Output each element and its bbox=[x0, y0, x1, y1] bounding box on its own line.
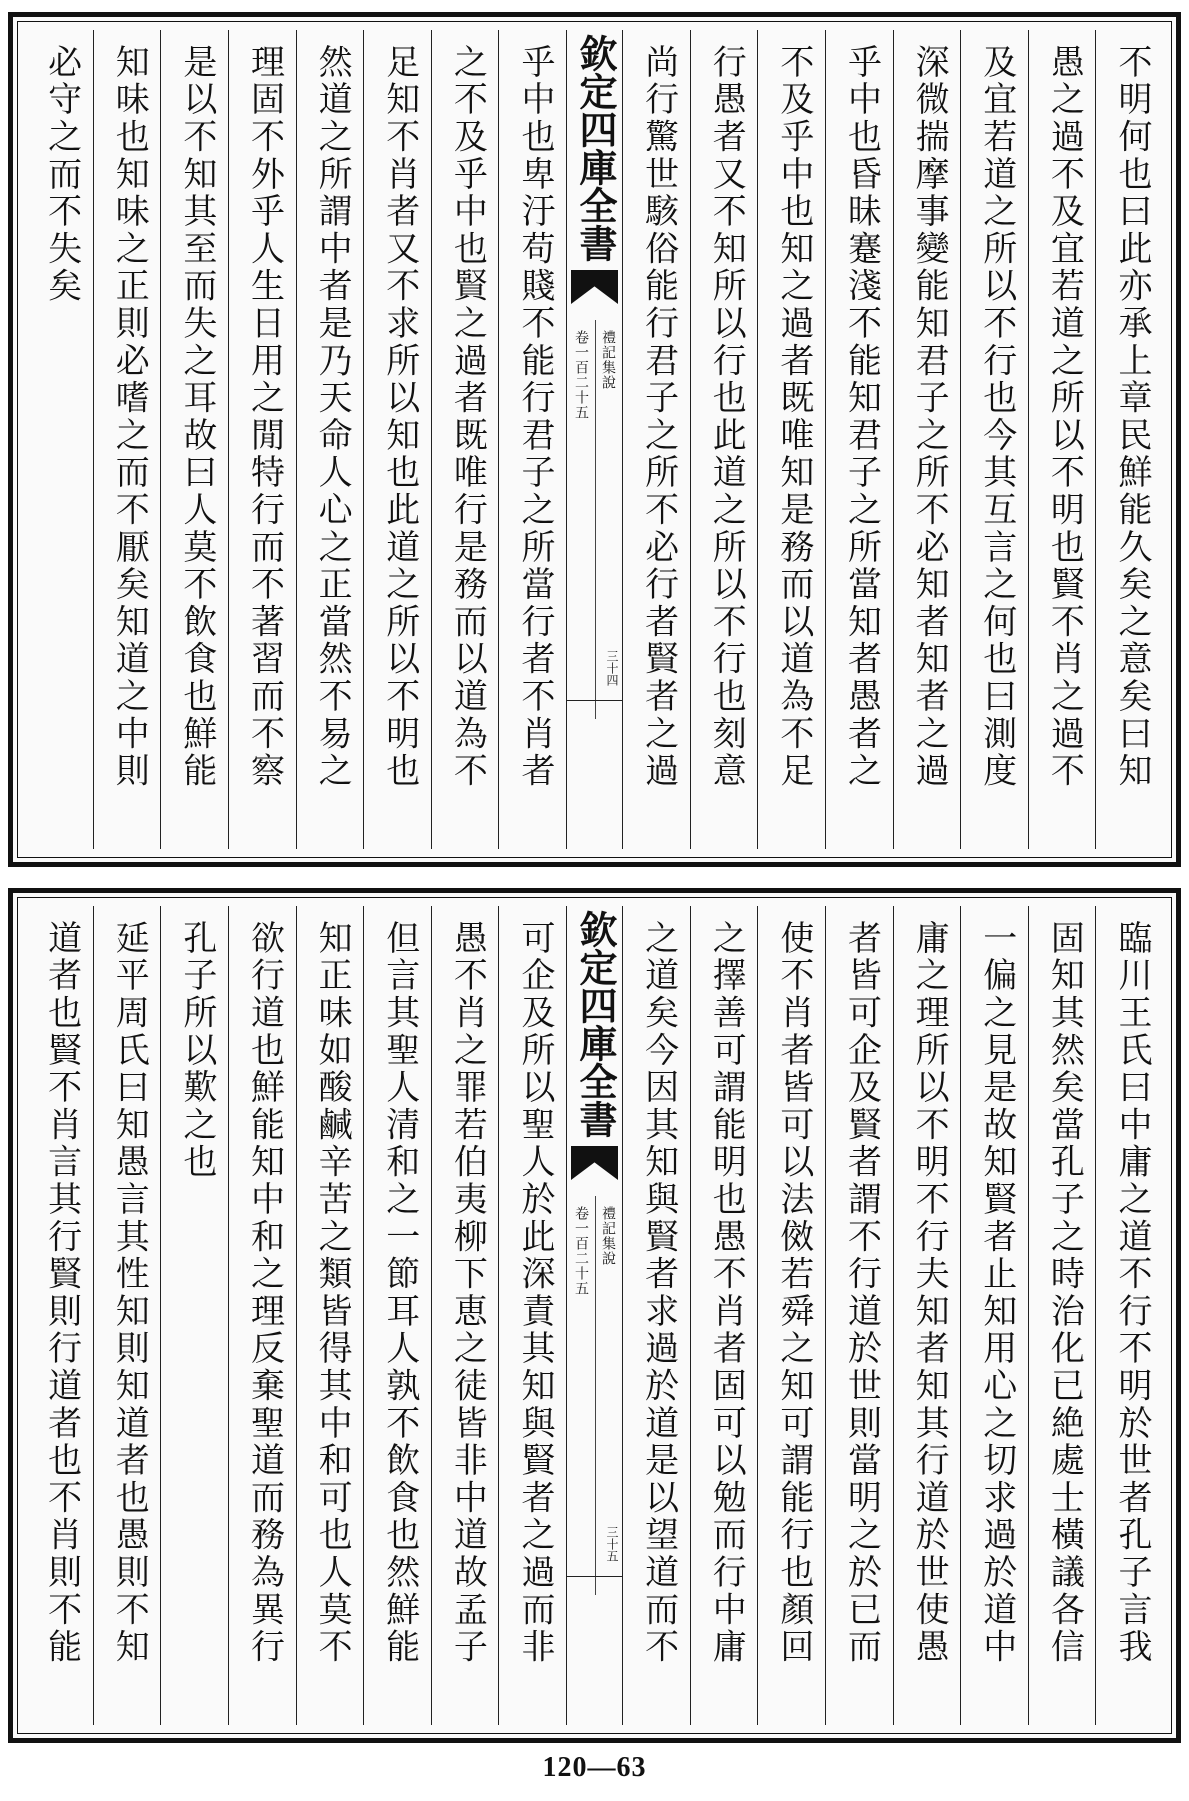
text-column: 乎中也卑汙苟賤不能行君子之所當行者不肖者 bbox=[498, 30, 566, 849]
text-column: 但言其聖人清和之一節耳人孰不飲食也然鮮能 bbox=[363, 906, 431, 1725]
fishtail-mark-icon bbox=[571, 270, 618, 310]
center-fold bbox=[566, 30, 622, 849]
text-column: 是以不知其至而失之耳故曰人莫不飲食也鮮能 bbox=[160, 30, 228, 849]
text-column: 不明何也曰此亦承上章民鮮能久矣之意矣曰知 bbox=[1095, 30, 1163, 849]
text-column: 可企及所以聖人於此深責其知與賢者之過而非 bbox=[498, 906, 566, 1725]
text-column: 行愚者又不知所以行也此道之所以不行也刻意 bbox=[690, 30, 758, 849]
text-column: 及宜若道之所以不行也今其互言之何也曰測度 bbox=[960, 30, 1028, 849]
text-column: 乎中也昏昧蹇淺不能知君子之所當知者愚者之 bbox=[825, 30, 893, 849]
volume-label: 卷一百二十五 bbox=[573, 330, 589, 420]
text-column: 一偏之見是故知賢者止知用心之切求過於道中 bbox=[960, 906, 1028, 1725]
text-column: 足知不肖者又不求所以知也此道之所以不明也 bbox=[363, 30, 431, 849]
text-column: 孔子所以歎之也 bbox=[160, 906, 228, 1725]
text-column: 愚不肖之罪若伯夷柳下恵之徒皆非中道故孟子 bbox=[431, 906, 499, 1725]
text-column: 然道之所謂中者是乃天命人心之正當然不易之 bbox=[296, 30, 364, 849]
text-column: 知味也知味之正則必嗜之而不厭矣知道之中則 bbox=[93, 30, 161, 849]
book-title: 禮記集說 bbox=[600, 1206, 616, 1266]
text-columns bbox=[26, 906, 1163, 1725]
volume-label: 卷一百二十五 bbox=[573, 1206, 589, 1296]
text-column: 固知其然矣當孔子之時治化已絶處士橫議各信 bbox=[1028, 906, 1096, 1725]
page-bottom bbox=[8, 888, 1181, 1743]
text-column: 之不及乎中也賢之過者既唯行是務而以道為不 bbox=[431, 30, 499, 849]
text-column: 者皆可企及賢者謂不行道於世則當明之於已而 bbox=[825, 906, 893, 1725]
text-column: 使不肖者皆可以法傚若舜之知可謂能行也顏回 bbox=[757, 906, 825, 1725]
text-column: 理固不外乎人生日用之閒特行而不著習而不察 bbox=[228, 30, 296, 849]
text-column: 道者也賢不肖言其行賢則行道者也不肖則不能 bbox=[41, 920, 82, 1666]
text-column: 之道矣今因其知與賢者求過於道是以望道而不 bbox=[622, 906, 690, 1725]
text-column: 愚之過不及宜若道之所以不明也賢不肖之過不 bbox=[1028, 30, 1096, 849]
page-top bbox=[8, 12, 1181, 867]
collection-title: 欽定四庫全書 bbox=[573, 910, 618, 1138]
text-column: 深微揣摩事變能知君子之所不必知者知者之過 bbox=[893, 30, 961, 849]
text-column: 必守之而不失矣 bbox=[41, 44, 82, 306]
text-column: 臨川王氏曰中庸之道不行不明於世者孔子言我 bbox=[1095, 906, 1163, 1725]
text-column: 知正味如酸鹹辛苦之類皆得其中和可也人莫不 bbox=[296, 906, 364, 1725]
text-column: 之擇善可謂能明也愚不肖者固可以勉而行中庸 bbox=[690, 906, 758, 1725]
fishtail-mark-icon bbox=[571, 1146, 618, 1186]
page-number-footer: 120—63 bbox=[542, 1752, 647, 1783]
book-title: 禮記集說 bbox=[600, 330, 616, 390]
text-columns bbox=[26, 30, 1163, 849]
text-column: 延平周氏曰知愚言其性知則知道者也愚則不知 bbox=[93, 906, 161, 1725]
text-column: 庸之理所以不明不行夫知者知其行道於世使愚 bbox=[893, 906, 961, 1725]
text-column: 欲行道也鮮能知中和之理反棄聖道而務為異行 bbox=[228, 906, 296, 1725]
text-column: 不及乎中也知之過者既唯知是務而以道為不足 bbox=[757, 30, 825, 849]
leaf-number: 三十五 bbox=[605, 1526, 619, 1562]
text-column: 尚行驚世駭俗能行君子之所不必行者賢者之過 bbox=[622, 30, 690, 849]
collection-title: 欽定四庫全書 bbox=[573, 34, 618, 262]
leaf-number: 三十四 bbox=[605, 650, 619, 686]
center-rule bbox=[567, 1576, 622, 1577]
center-rule bbox=[567, 700, 622, 701]
center-fold bbox=[566, 906, 622, 1725]
